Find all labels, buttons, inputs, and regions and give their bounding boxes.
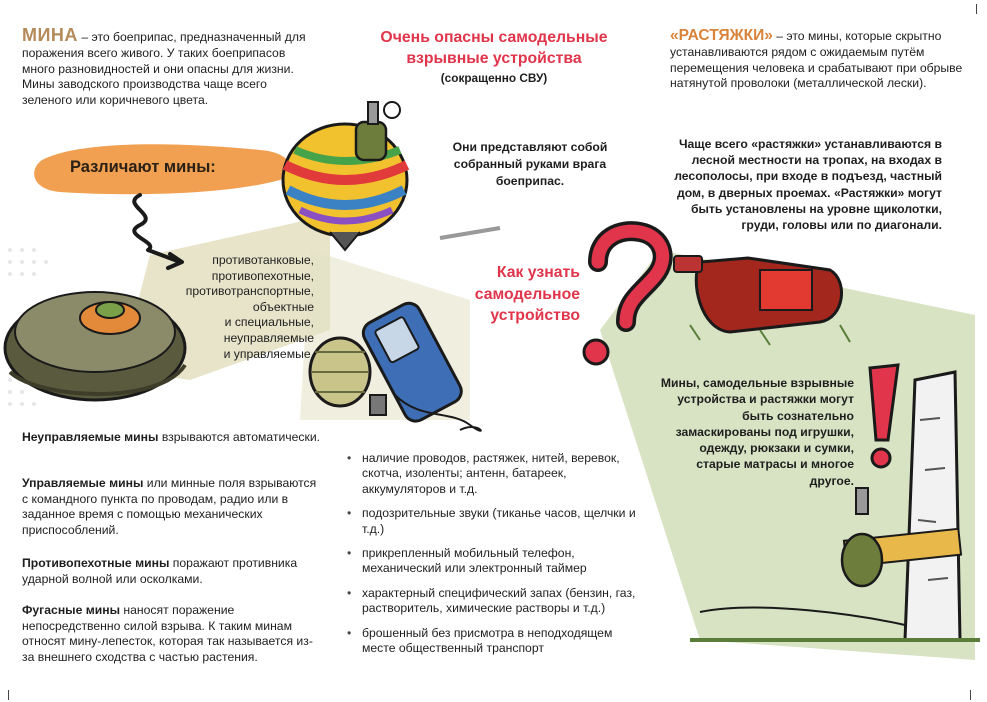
ied-sign-item: • подозрительные звуки (тиканье часов, щелчки и т.д.) (345, 506, 645, 537)
mine-type-item: и управляемые. (223, 346, 314, 361)
ied-signs-list (345, 451, 645, 665)
ied-abbreviation: (сокращенно СВУ) (440, 71, 548, 85)
disguise-warning-text: Мины, самодельные взрывные устройства и растяжки могут быть сознательно замаскированы под игрушки, одежду, рюкзаки и сумки, старые матрасы и многое другое. (660, 376, 854, 488)
mine-types-heading: Различают мины: (70, 158, 216, 176)
mine-type-item: противотранспортные, (185, 284, 314, 299)
landmine-icon (5, 292, 185, 400)
uncontrolled-mines-paragraph (22, 430, 322, 446)
ied-sign-item: • брошенный без присмотра в неподходящем месте общественный транспорт (345, 626, 645, 657)
how-to-recognize-heading: Как узнать самодельное устройство (474, 264, 580, 324)
crop-mark (970, 690, 971, 700)
mine-type-item: противопехотные, (211, 268, 314, 283)
tripwire-definition (670, 28, 970, 92)
controlled-mines-paragraph (22, 476, 322, 538)
mina-definition-text: – это боеприпас, предназначенный для поражения всего живого. У таких боеприпасов много разновидностей и они опасны для жизни. Мины заводского производства чаще всего зеленого или коричневого цвета. (22, 30, 306, 108)
paragraph-text: взрываются автоматически. (158, 430, 321, 444)
mina-definition (22, 25, 312, 109)
high-explosive-mines-paragraph (22, 603, 322, 665)
tripwire-locations-text: Чаще всего «растяжки» устанавливаются в лесной местности на тропах, на входах в лесополосы, при входе в подъезд, частный дом, в дверных проемах. «Растяжки» могут быть установлены на уровне щиколотки, груди, головы или по диагонали. (674, 137, 942, 233)
paragraph-text: или минные поля взрываются с командного пункта по проводам, радио или в заданное время с помощью механических приспособлений. (22, 476, 317, 537)
paragraph-text: поражают противника ударной волной или осколками. (22, 556, 298, 586)
ied-sign-item: • наличие проводов, растяжек, нитей, веревок, скотча, изоленты; антенн, батареек, аккумуляторов и т.д. (345, 451, 645, 497)
antipersonnel-mines-paragraph (22, 556, 322, 587)
tripwire-definition-text: – это мины, которые скрытно устанавливаются рядом с ожидаемым путём перемещения человека и срабатывают при обрыве натянутой проволоки (металлической лески). (670, 29, 963, 91)
mine-type-item: и специальные, (224, 315, 314, 330)
mine-type-item: объектные (252, 299, 314, 314)
paragraph-text: наносят поражение непосредственно силой взрыва. К таким минам относят мину-лепесток, которая так называется из-за внешнего сходства с частью растения. (22, 603, 313, 664)
tripwire-word: «РАСТЯЖКИ» (670, 27, 773, 44)
paragraph-term: Противопехотные мины (22, 556, 170, 570)
paragraph-term: Фугасные мины (22, 603, 121, 617)
ied-sign-item: • характерный специфический запах (бензин, газ, растворитель, химические растворы и т.д.) (345, 586, 645, 617)
ied-description: Они представляют собой собранный руками врага боеприпас. (452, 140, 608, 188)
crop-mark (8, 690, 9, 700)
mine-types-list (168, 253, 314, 362)
mine-type-item: неуправляемые (223, 330, 314, 345)
paragraph-term: Управляемые мины (22, 476, 144, 490)
ied-heading: Очень опасны самодельные взрывные устройства (380, 29, 608, 67)
mine-type-item: противотанковые, (212, 253, 314, 267)
mina-word: МИНА (22, 25, 78, 45)
ied-sign-item: • прикрепленный мобильный телефон, механический или электронный таймер (345, 546, 645, 577)
paragraph-term: Неуправляемые мины (22, 430, 159, 444)
crop-mark (976, 4, 977, 14)
